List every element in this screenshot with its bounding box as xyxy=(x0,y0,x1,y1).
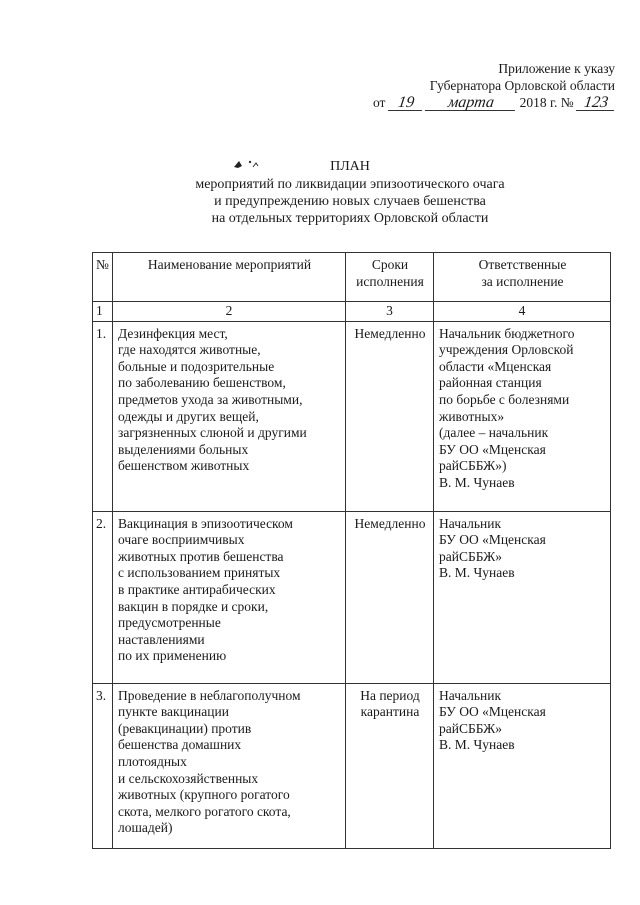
activity-cell-line: предметов ухода за животными, xyxy=(118,391,303,407)
activity-cell-line: больные и подозрительные xyxy=(118,358,275,374)
activity-cell-line: (ревакцинации) против xyxy=(118,720,252,736)
term-cell xyxy=(346,511,434,683)
header-responsible xyxy=(434,253,611,302)
responsible-cell-line: области «Мценская xyxy=(439,358,552,374)
activity-cell xyxy=(113,683,346,848)
row-number: 3. xyxy=(93,683,113,848)
handwritten-date: 19 xyxy=(388,95,424,111)
term-cell xyxy=(346,321,434,511)
activity-cell-line: животных против бешенства xyxy=(118,548,284,564)
header-responsible-line: Ответственные xyxy=(478,257,567,272)
responsible-cell xyxy=(434,321,611,511)
responsible-cell-line: БУ ОО «Мценская xyxy=(439,441,546,457)
activity-cell-line: одежды и других вещей, xyxy=(118,408,259,424)
responsible-cell-line: райСББЖ» xyxy=(439,720,502,736)
header-term xyxy=(346,253,434,302)
activity-cell-line: лошадей) xyxy=(118,820,173,836)
plan-heading: ПЛАН xyxy=(330,159,370,174)
term-cell-line: Немедленно xyxy=(354,515,426,531)
index-cell: 3 xyxy=(346,302,434,322)
term-cell-line: На период xyxy=(360,687,420,703)
term-cell-line: Немедленно xyxy=(354,325,426,341)
responsible-cell-line: райСББЖ») xyxy=(439,458,507,474)
index-cell: 1 xyxy=(93,302,113,322)
activity-cell-line: животных (крупного рогатого xyxy=(118,787,290,803)
activity-cell-line: выделениями больных xyxy=(118,441,249,457)
appendix-line-1: Приложение к указу xyxy=(498,61,615,76)
table-body xyxy=(93,321,611,848)
responsible-cell-line: райСББЖ» xyxy=(439,548,502,564)
activity-cell-line: с использованием принятых xyxy=(118,565,281,581)
activity-cell xyxy=(113,511,346,683)
activity-cell-line: бешенства домашних xyxy=(118,737,242,753)
activity-cell-line: очаге восприимчивых xyxy=(118,532,245,548)
responsible-cell-line: животных» xyxy=(439,408,505,424)
responsible-cell-line: БУ ОО «Мценская xyxy=(439,704,546,720)
responsible-cell-line: В. М. Чунаев xyxy=(439,737,515,753)
table-header-row xyxy=(93,253,611,302)
activity-cell-line: скота, мелкого рогатого скота, xyxy=(118,803,291,819)
responsible-cell-line: (далее – начальник xyxy=(439,425,549,441)
activity-cell-line: пункте вакцинации xyxy=(118,704,229,720)
plan-table xyxy=(92,252,611,849)
activity-cell-line: плотоядных xyxy=(118,753,187,769)
index-cell: 4 xyxy=(434,302,611,322)
appendix-year: 2018 г. № xyxy=(519,95,574,110)
index-cell: 2 xyxy=(113,302,346,322)
activity-cell-line: по их применению xyxy=(118,648,227,664)
header-responsible-line: за исполнение xyxy=(481,273,564,289)
table-row xyxy=(93,321,611,511)
appendix-block xyxy=(345,60,615,111)
table-row xyxy=(93,511,611,683)
activity-cell-line: предусмотренные xyxy=(118,615,221,631)
plan-title xyxy=(150,158,550,227)
responsible-cell-line: БУ ОО «Мценская xyxy=(439,532,546,548)
activity-cell-line: Вакцинация в эпизоотическом xyxy=(118,515,293,531)
activity-cell-line: загрязненных слюной и другими xyxy=(118,425,307,441)
responsible-cell-line: Начальник бюджетного xyxy=(439,325,575,341)
header-activity: Наименование мероприятий xyxy=(113,253,346,302)
plan-subtitle-1: мероприятий по ликвидации эпизоотического очага xyxy=(195,177,505,192)
activity-cell-line: по заболеванию бешенством, xyxy=(118,375,286,391)
row-number: 2. xyxy=(93,511,113,683)
activity-cell-line: наставлениями xyxy=(118,631,205,647)
activity-cell xyxy=(113,321,346,511)
term-cell-line: карантина xyxy=(360,704,420,720)
responsible-cell-line: по борьбе с болезнями xyxy=(439,391,570,407)
responsible-cell xyxy=(434,683,611,848)
activity-cell-line: Проведение в неблагополучном xyxy=(118,687,301,703)
appendix-date-line xyxy=(345,94,615,111)
header-term-line: Сроки xyxy=(371,257,409,272)
activity-cell-line: и сельскохозяйственных xyxy=(118,770,259,786)
responsible-cell-line: В. М. Чунаев xyxy=(439,474,515,490)
responsible-cell-line: учреждения Орловской xyxy=(439,342,574,358)
row-number: 1. xyxy=(93,321,113,511)
appendix-line-2: Губернатора Орловской области xyxy=(429,78,615,93)
table-row xyxy=(93,683,611,848)
plan-subtitle-3: на отдельных территориях Орловской области xyxy=(211,211,489,226)
activity-cell-line: Дезинфекция мест, xyxy=(118,325,228,341)
responsible-cell xyxy=(434,511,611,683)
plan-subtitle-2: и предупреждению новых случаев бешенства xyxy=(214,194,486,209)
appendix-from: от xyxy=(372,95,386,110)
responsible-cell-line: Начальник xyxy=(439,515,502,531)
handwritten-number: 123 xyxy=(576,95,616,111)
responsible-cell-line: В. М. Чунаев xyxy=(439,565,515,581)
header-number: № xyxy=(93,253,113,302)
activity-cell-line: где находятся животные, xyxy=(118,342,261,358)
responsible-cell-line: районная станция xyxy=(439,375,542,391)
handwritten-month: марта xyxy=(425,95,517,111)
activity-cell-line: в практике антирабических xyxy=(118,581,276,597)
responsible-cell-line: Начальник xyxy=(439,687,502,703)
term-cell xyxy=(346,683,434,848)
activity-cell-line: бешенством животных xyxy=(118,458,250,474)
activity-cell-line: вакцин в порядке и сроки, xyxy=(118,598,269,614)
table-index-row xyxy=(93,302,611,322)
header-term-line: исполнения xyxy=(356,273,424,289)
